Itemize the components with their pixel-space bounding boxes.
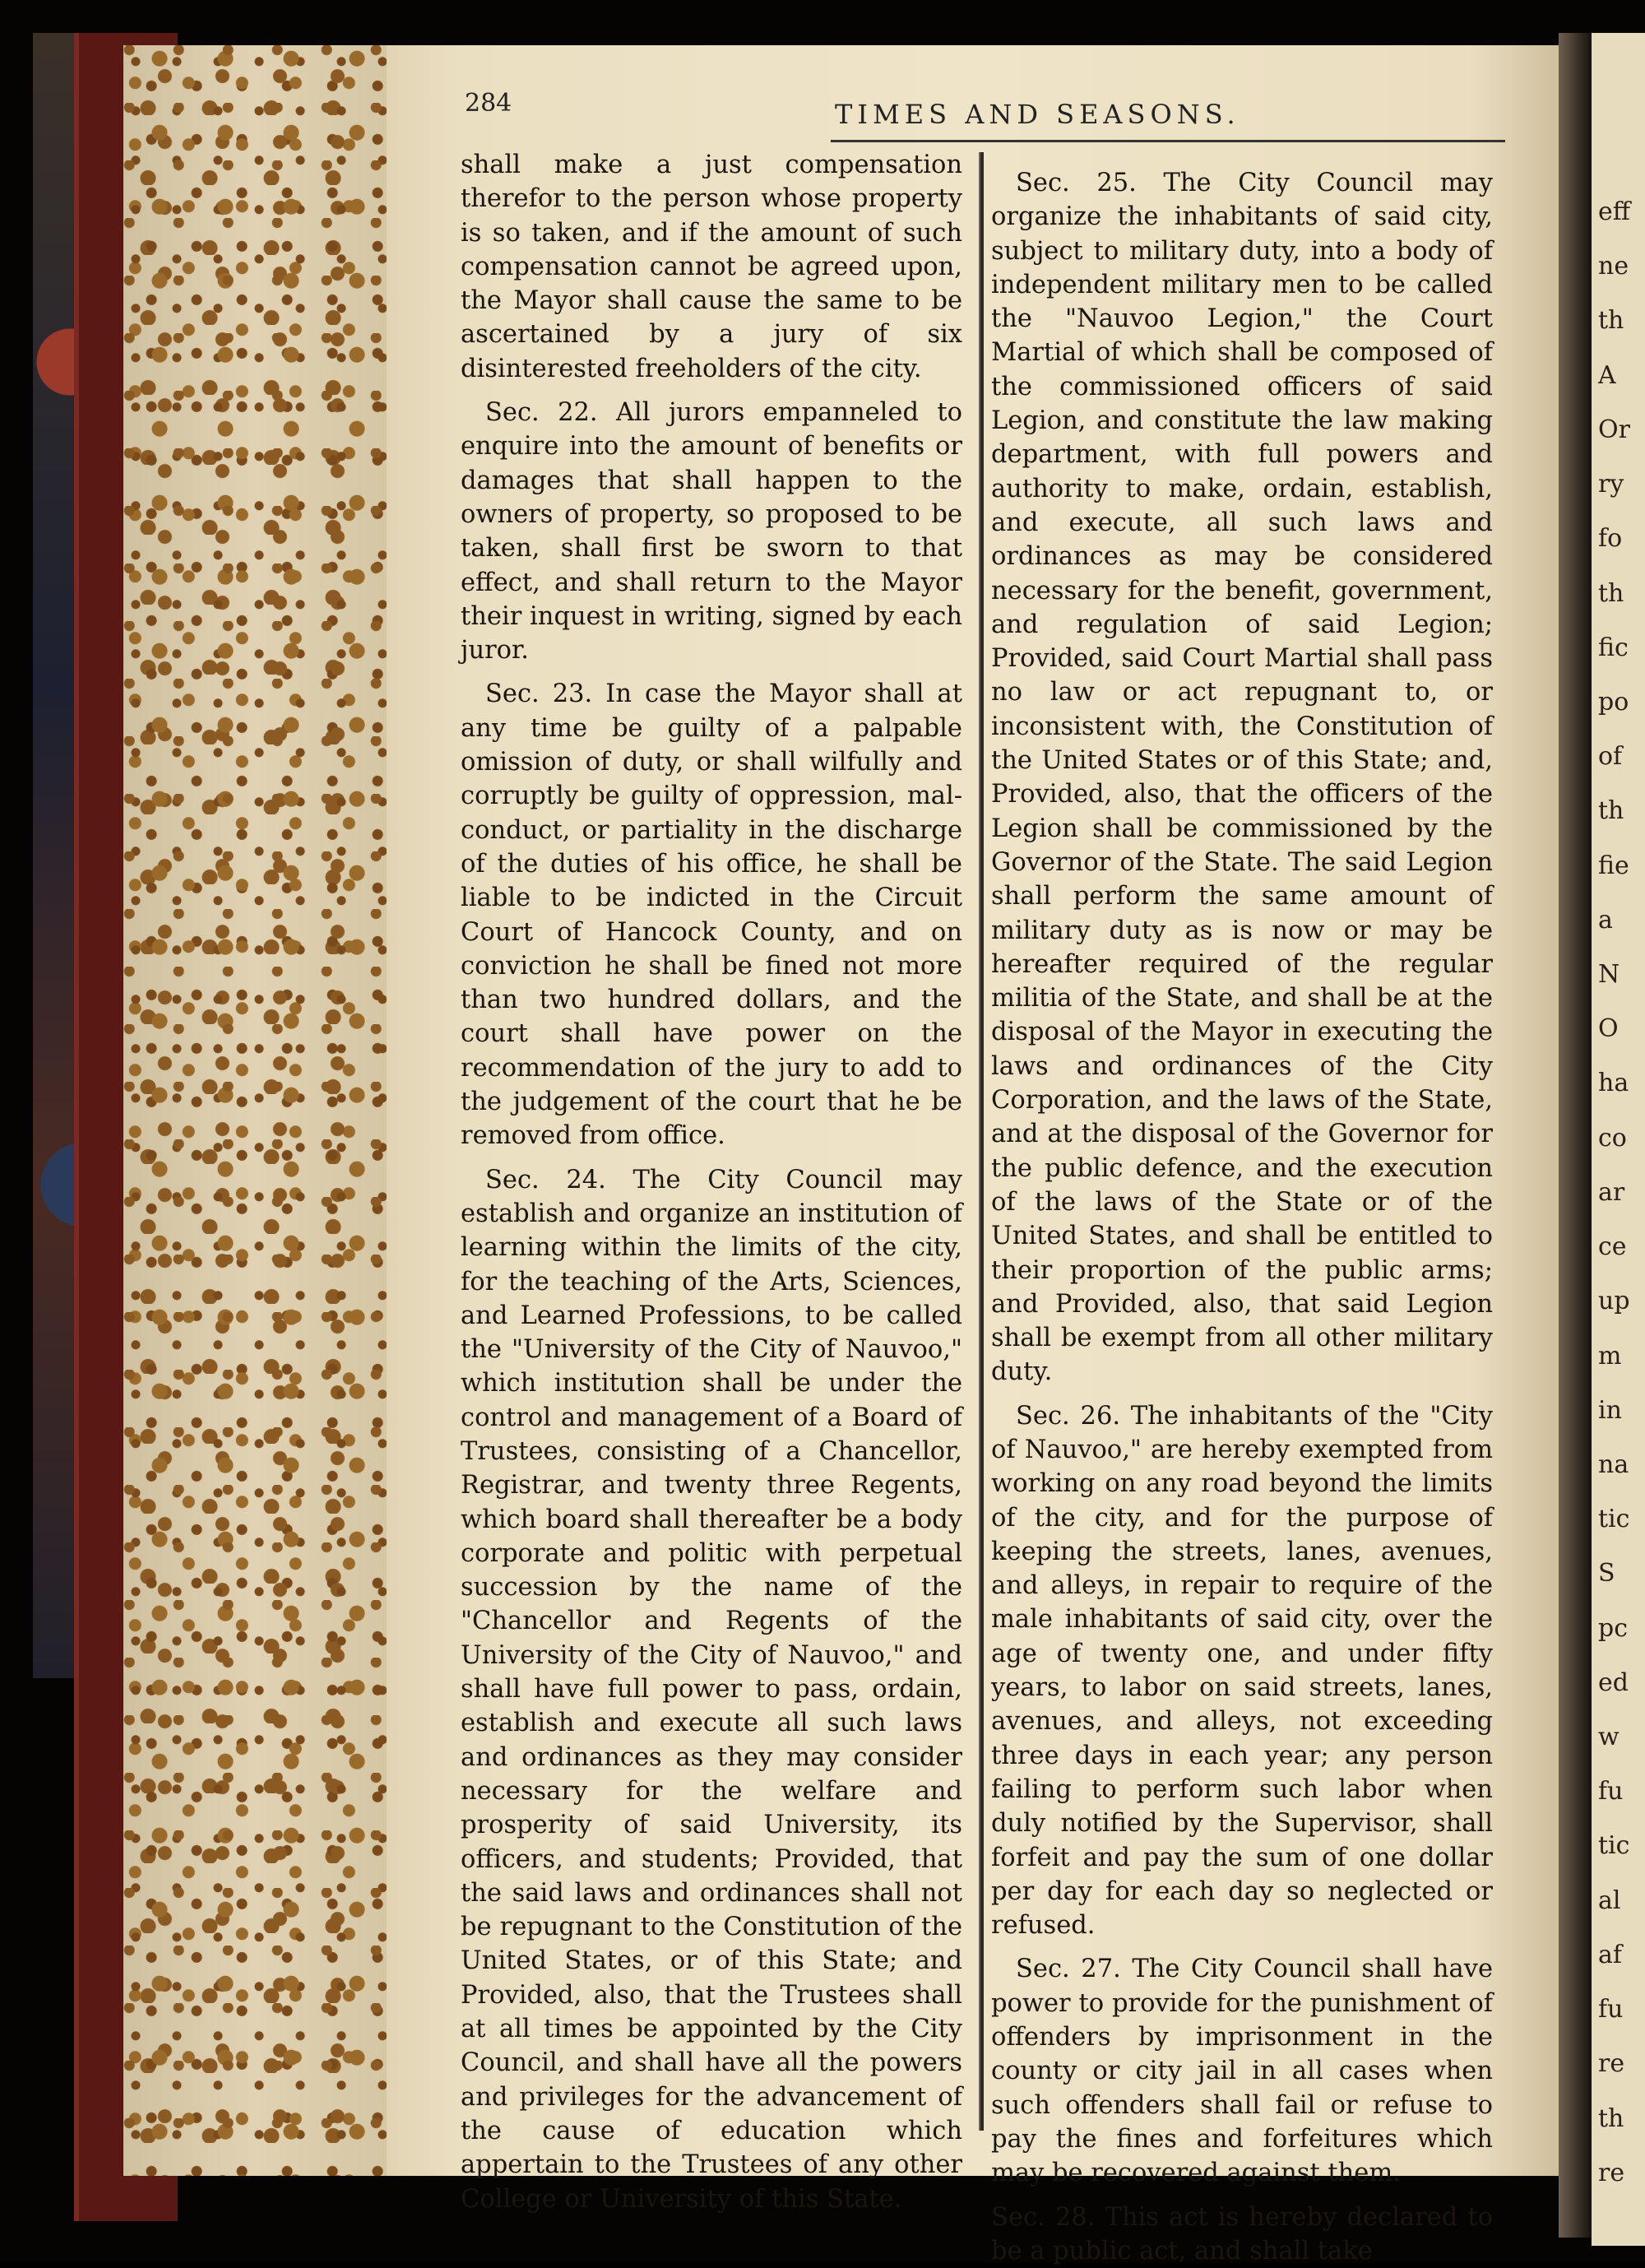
paragraph: Sec. 25. The City Council may organize the inhabitants of said city, subject to military duty, into a body of independent military men to be called the "Nauvoo Legion," the Court Martial of which shall be composed of the commissioned officers of said Legion, and constitute the law making department, with full powers and authority to make, ordain, establish, and execute, all such laws and ordinances as may be considered necessary for the benefit, government, and regulation of said Legion; Provided, said Court Martial shall pass no law or act repugnant to, or inconsistent with, the Constitution of the United States or of this State; and, Provided, also, that the officers of the Legion shall be commissioned by the Governor of the State. The said Legion shall perform the same amount of military duty as is now or may be hereafter required of the regular militia of the State, and shall be at the disposal of the Mayor in executing the laws and ordinances of the City Corporation, and the laws of the State, and at the disposal of the Governor for the public defence, and the execution of the laws of the State or of the United States, and shall be entitled to their proportion of the public arms; and Provided, also, that said Legion shall be exempt from all other military duty. bbox=[991, 169, 1493, 1387]
facing-page-text-fragment: re bbox=[1598, 2158, 1625, 2187]
facing-page-text-fragment: th bbox=[1598, 796, 1624, 826]
facing-page-text-fragment: ed bbox=[1598, 1667, 1629, 1697]
facing-page-text-fragment: ce bbox=[1598, 1232, 1627, 1262]
paragraph: Sec. 28. This act is hereby declared to be a public act, and shall take bbox=[991, 2202, 1493, 2266]
facing-page-text-fragment: N bbox=[1598, 960, 1620, 990]
left-column bbox=[461, 148, 962, 2226]
facing-page-text-fragment: A bbox=[1598, 360, 1616, 390]
facing-page-text-fragment: th bbox=[1598, 2103, 1624, 2133]
facing-page-text-fragment: O bbox=[1598, 1014, 1619, 1044]
facing-page-text-fragment: ry bbox=[1598, 470, 1624, 499]
facing-page-text-fragment: of bbox=[1598, 742, 1623, 772]
paragraph: Sec. 24. The City Council may establish and organize an institution of learning within the limits of the city, for the teaching of the Arts, Sciences, and Learned Professions, to be called the "University of the City of Nauvoo," which institution shall be under the control and management of a Board of Trustees, consisting of a Chancellor, Registrar, and twenty three Regents, which board shall thereafter be a body corporate and politic with perpetual succession by the name of the "Chancellor and Regents of the University of the City of Nauvoo," and shall have full power to pass, ordain, establish and execute all such laws and ordinances as they may consider necessary for the welfare and prosperity of said University, its officers, and students; Provided, that the said laws and ordinances shall not be repugnant to the Constitution of the United States, or of this State; and Provided, also, that the Trustees shall at all times be appointed by the City Council, and shall have all the powers and privileges for the advancement of the cause of education which appertain to the Trustees of any other College or University of this State. bbox=[461, 1165, 962, 2214]
facing-page-text-fragment: co bbox=[1598, 1123, 1627, 1153]
facing-page-text-fragment: fu bbox=[1598, 1777, 1624, 1807]
facing-page-text-fragment: al bbox=[1598, 1885, 1621, 1915]
paragraph: Sec. 26. The inhabitants of the "City of Nauvoo," are hereby exempted from working on any road beyond the limits of the city, and for the purpose of keeping the streets, lanes, avenues, and alleys, in repair to require of the male inhabitants of said city, over the age of twenty one, and under fifty years, to labor on said streets, lanes, avenues, and alleys, not exceeding three days in each year; any person failing to perform such labor when duly notified by the Supervisor, shall forfeit and pay the sum of one dollar per day for each day so neglected or refused. bbox=[991, 1401, 1493, 1941]
paragraph: shall make a just compensation therefor to the person whose property is so taken, and if the amount of such compensation cannot be agreed upon, the Mayor shall cause the same to be ascertained by a jury of six disinterested freeholders of the city. bbox=[461, 151, 962, 383]
paragraph: Sec. 23. In case the Mayor shall at any time be guilty of a palpable omission of duty, or shall wilfully and corruptly be guilty of oppression, mal-conduct, or partiality in the discharge of the duties of his office, he shall be liable to be indicted in the Circuit Court of Hancock County, and on conviction he shall be fined not more than two hundred dollars, and the court shall have power on the recommendation of the jury to add to the judgement of the court that he be removed from office. bbox=[461, 679, 962, 1151]
facing-page-text-fragment: ne bbox=[1598, 252, 1629, 281]
facing-page-text-fragment: po bbox=[1598, 687, 1629, 717]
facing-page-text-fragment: pc bbox=[1598, 1613, 1629, 1643]
facing-page-text-fragment: in bbox=[1598, 1395, 1622, 1425]
facing-page-text-fragment: m bbox=[1598, 1341, 1622, 1371]
foxed-page-edges bbox=[123, 45, 387, 2176]
facing-page-text-fragment: Or bbox=[1598, 415, 1630, 444]
column-divider bbox=[979, 152, 984, 2131]
facing-page-text-fragment: a bbox=[1598, 905, 1613, 935]
header-rule bbox=[831, 140, 1505, 142]
facing-page-text-fragment: tic bbox=[1598, 1505, 1630, 1534]
paragraph: Sec. 27. The City Council shall have power to provide for the punishment of offenders by imprisonment in the county or city jail in all cases when such offenders shall fail or refuse to pay the fines and forfeitures which may be recovered against them. bbox=[991, 1955, 1493, 2188]
facing-page-text-fragment: th bbox=[1598, 578, 1624, 608]
facing-page-text-fragment: fie bbox=[1598, 851, 1629, 880]
facing-page-text-fragment: ha bbox=[1598, 1069, 1629, 1098]
facing-page-text-fragment: eff bbox=[1598, 197, 1631, 226]
facing-page-text-fragment: re bbox=[1598, 2049, 1625, 2079]
facing-page-text-fragment: ar bbox=[1598, 1177, 1625, 1207]
facing-page-fragment bbox=[1592, 33, 1645, 2246]
facing-page-text-fragment: th bbox=[1598, 306, 1624, 336]
facing-page-text-fragment: fic bbox=[1598, 633, 1629, 662]
right-column bbox=[991, 166, 1493, 2268]
facing-page-text-fragment: fu bbox=[1598, 1995, 1624, 2025]
paragraph: Sec. 22. All jurors empanneled to enquire into the amount of benefits or damages that shall happen to the owners of property, so proposed to be taken, shall first be sworn to that effect, and shall return to the Mayor their inquest in writing, signed by each juror. bbox=[461, 398, 962, 666]
facing-page-text-fragment: tic bbox=[1598, 1831, 1630, 1861]
page-number: 284 bbox=[465, 89, 512, 118]
facing-page-text-fragment: up bbox=[1598, 1287, 1630, 1316]
book-gutter bbox=[1559, 33, 1592, 2238]
facing-page-text-fragment: na bbox=[1598, 1449, 1629, 1479]
facing-page-text-fragment: fo bbox=[1598, 524, 1623, 554]
running-title: TIMES AND SEASONS. bbox=[835, 99, 1240, 130]
facing-page-text-fragment: w bbox=[1598, 1723, 1620, 1752]
facing-page-text-fragment: af bbox=[1598, 1940, 1622, 1969]
facing-page-text-fragment: S bbox=[1598, 1559, 1615, 1589]
